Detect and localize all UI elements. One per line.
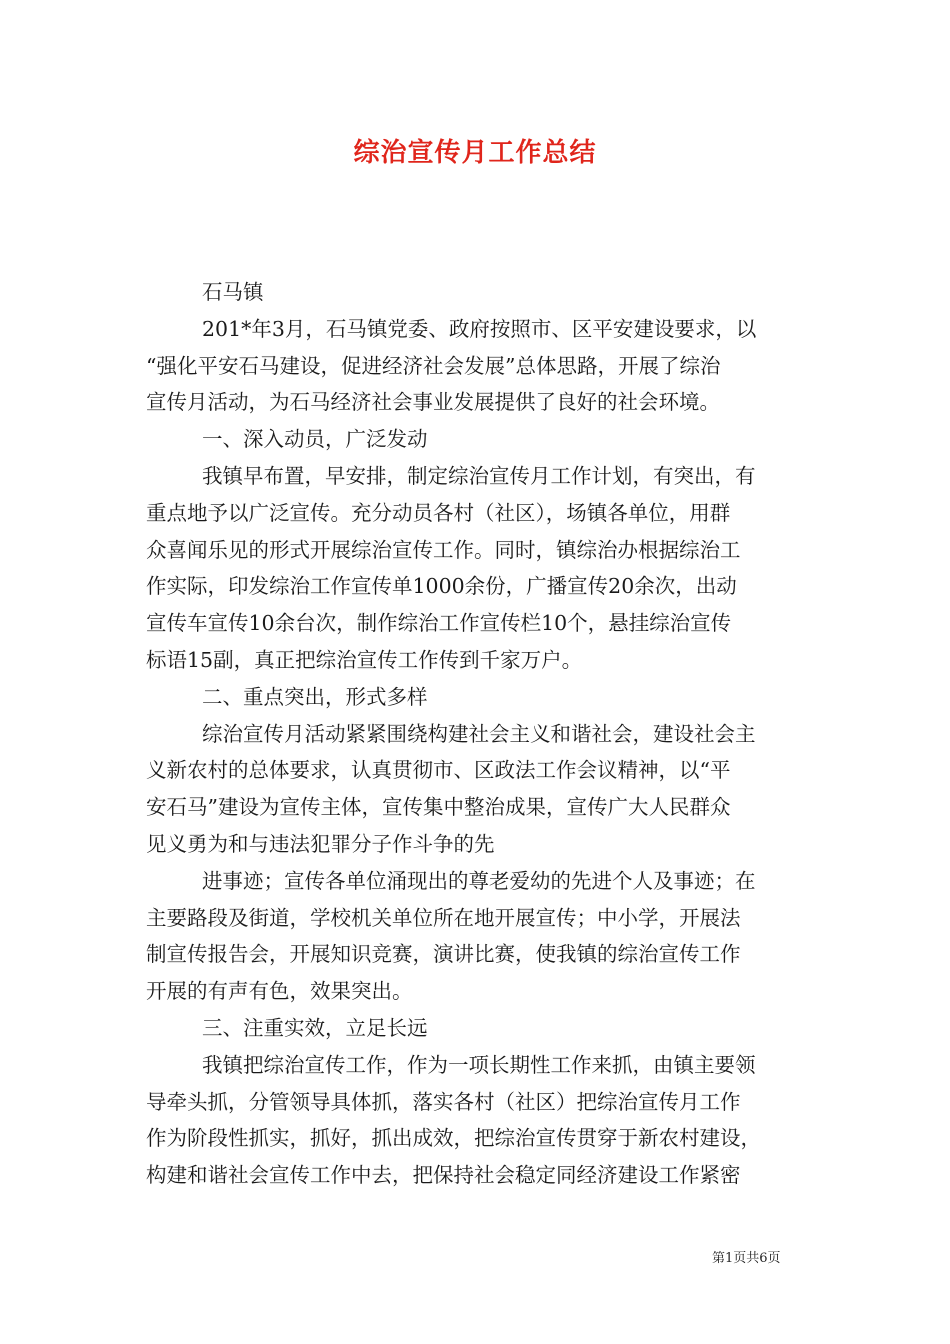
text-line: 见义勇为和与违法犯罪分子作斗争的先 — [146, 831, 495, 856]
text-line: 众喜闻乐见的形式开展综治宣传工作。同时，镇综治办根据综治工 — [146, 537, 741, 562]
text-line: 宣传月活动，为石马经济社会事业发展提供了良好的社会环境。 — [146, 390, 720, 415]
text-line: “强化平安石马建设，促进经济社会发展”总体思路，开展了综治 — [146, 353, 721, 378]
text-line: 一、深入动员，广泛发动 — [202, 427, 428, 452]
text-line: 宣传车宣传10余台次，制作综治工作宣传栏10个，悬挂综治宣传 — [146, 611, 732, 636]
text-line: 制宣传报告会，开展知识竞赛，演讲比赛，使我镇的综治宣传工作 — [146, 942, 741, 967]
text-line: 开展的有声有色，效果突出。 — [146, 979, 413, 1004]
text-line: 构建和谐社会宣传工作中去，把保持社会稳定同经济建设工作紧密 — [146, 1163, 741, 1188]
text-line: 作实际，印发综治工作宣传单1000余份，广播宣传20余次，出动 — [146, 574, 737, 599]
text-line: 主要路段及街道，学校机关单位所在地开展宣传；中小学，开展法 — [146, 905, 741, 930]
text-line: 义新农村的总体要求，认真贯彻市、区政法工作会议精神，以“平 — [146, 758, 731, 783]
text-line: 进事迹；宣传各单位涌现出的尊老爱幼的先进个人及事迹；在 — [202, 868, 756, 893]
text-line: 综治宣传月活动紧紧围绕构建社会主义和谐社会，建设社会主 — [202, 721, 756, 746]
text-line: 我镇早布置，早安排，制定综治宣传月工作计划，有突出，有 — [202, 463, 756, 488]
text-line: 二、重点突出，形式多样 — [202, 684, 428, 709]
text-line: 201*年3月，石马镇党委、政府按照市、区平安建设要求，以 — [202, 316, 757, 341]
text-line: 安石马”建设为宣传主体，宣传集中整治成果，宣传广大人民群众 — [146, 795, 731, 820]
text-line: 标语15副，真正把综治宣传工作传到千家万户。 — [146, 647, 583, 672]
document-title: 综治宣传月工作总结 — [353, 138, 597, 168]
text-line: 重点地予以广泛宣传。充分动员各村（社区），场镇各单位，用群 — [146, 500, 731, 525]
text-line: 我镇把综治宣传工作，作为一项长期性工作来抓，由镇主要领 — [202, 1052, 756, 1077]
page-number: 第1页共6页 — [712, 1251, 781, 1266]
text-line: 导牵头抓，分管领导具体抓，落实各村（社区）把综治宣传月工作 — [146, 1089, 741, 1114]
document-body — [146, 274, 806, 1194]
text-line: 三、注重实效，立足长远 — [202, 1015, 428, 1040]
text-line: 作为阶段性抓实，抓好，抓出成效，把综治宣传贯穿于新农村建设， — [146, 1126, 761, 1151]
text-line: 石马镇 — [202, 280, 264, 304]
